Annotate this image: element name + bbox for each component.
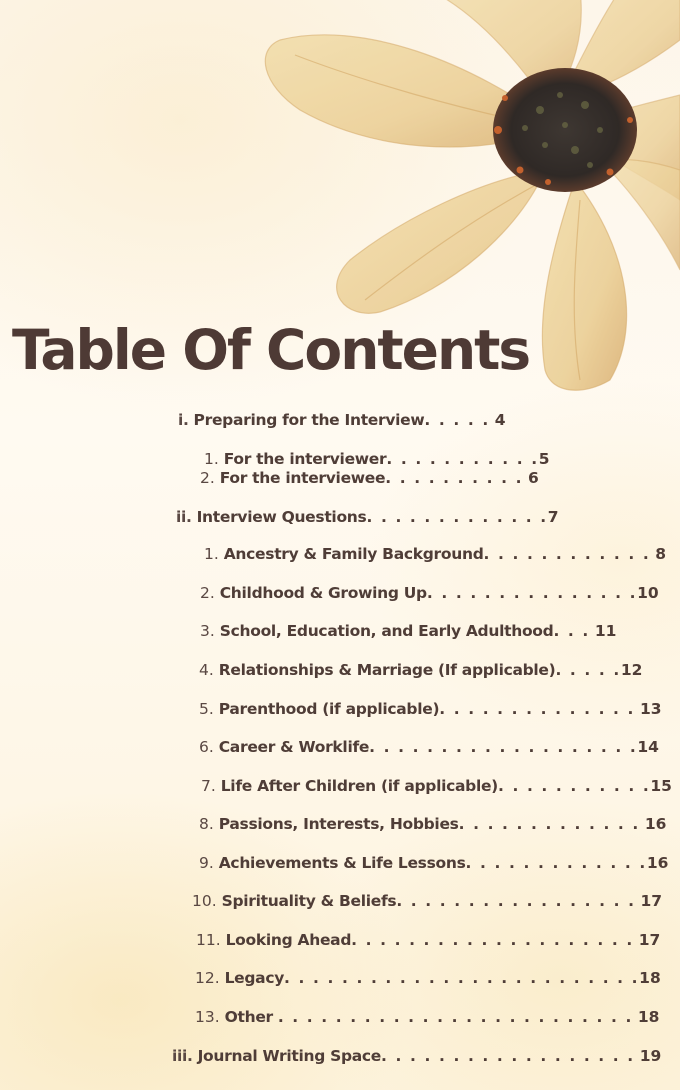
- entry-number: 2.: [200, 469, 215, 487]
- entry-label: Journal Writing Space: [197, 1047, 382, 1065]
- entry-page-number: 16: [646, 854, 669, 872]
- entry-number: iii.: [172, 1047, 193, 1065]
- dot-leader: . . . . . . . . . . . . . . . . . . . . . . . . .: [284, 969, 640, 987]
- entry-label: Ancestry & Family Background: [223, 545, 484, 563]
- toc-entry[interactable]: [199, 660, 642, 680]
- entry-label: Achievements & Life Lessons: [218, 854, 466, 872]
- entry-number: 2.: [200, 584, 215, 602]
- dot-leader: . . . . . . . . . . . . .: [458, 815, 640, 833]
- entry-number: 7.: [201, 777, 216, 795]
- entry-number: 12.: [195, 969, 220, 987]
- entry-label: Spirituality & Beliefs: [221, 892, 397, 910]
- toc-entry[interactable]: [195, 1007, 659, 1027]
- entry-number: 4.: [199, 661, 214, 679]
- dot-leader: . . . . . . . . . . . . . . . . . . .: [369, 738, 638, 756]
- toc-entry[interactable]: [199, 699, 662, 719]
- entry-label: Passions, Interests, Hobbies: [218, 815, 459, 833]
- dot-leader: . . . . .: [424, 411, 490, 429]
- dot-leader: . . . . . . . . . .: [385, 469, 524, 487]
- entry-label: Relationships & Marriage (If applicable): [218, 661, 556, 679]
- entry-label: Preparing for the Interview: [193, 411, 425, 429]
- entry-label: Childhood & Growing Up: [219, 584, 427, 602]
- dot-leader: . . . . . . . . . . . . .: [465, 854, 647, 872]
- entry-number: 1.: [204, 450, 219, 468]
- entry-number: ii.: [176, 508, 192, 526]
- entry-page-number: 8: [655, 545, 667, 563]
- entry-label: For the interviewer: [223, 450, 387, 468]
- entry-number: 8.: [199, 815, 214, 833]
- entry-label: For the interviewee: [219, 469, 386, 487]
- entry-label: Parenthood (if applicable): [218, 700, 440, 718]
- toc-entry[interactable]: [178, 410, 506, 430]
- entry-page-number: 18: [637, 1008, 660, 1026]
- entry-page-number: 7: [547, 508, 559, 526]
- toc-entry[interactable]: [199, 814, 666, 834]
- entry-page-number: 4: [494, 411, 506, 429]
- entry-page-number: 17: [638, 931, 661, 949]
- dot-leader: . . . . . . . . . . .: [497, 777, 651, 795]
- entry-page-number: 5: [538, 450, 550, 468]
- entry-page-number: 17: [640, 892, 663, 910]
- entry-page-number: 11: [594, 622, 617, 640]
- entry-label: Legacy: [224, 969, 285, 987]
- toc-entry[interactable]: [204, 449, 550, 469]
- toc-entry[interactable]: [200, 583, 659, 603]
- toc-entry[interactable]: [200, 621, 616, 641]
- toc-entry[interactable]: [176, 507, 559, 527]
- dot-leader: . . . . . . . . . . . . .: [366, 508, 548, 526]
- dot-leader: . . . . . . . . . . . .: [483, 545, 651, 563]
- dot-leader: . . . . . . . . . . . . . . . . . .: [381, 1047, 635, 1065]
- toc-entry[interactable]: [192, 891, 662, 911]
- entry-label: Life After Children (if applicable): [220, 777, 498, 795]
- toc-entry[interactable]: [195, 968, 661, 988]
- toc-entry[interactable]: [200, 468, 539, 488]
- dot-leader: . . . . .: [555, 661, 621, 679]
- entry-page-number: 10: [637, 584, 659, 602]
- dot-leader: . . . . . . . . . . .: [386, 450, 539, 468]
- entry-page-number: 14: [637, 738, 659, 756]
- entry-number: 6.: [199, 738, 214, 756]
- entry-label: Looking Ahead: [225, 931, 352, 949]
- entry-number: 3.: [200, 622, 215, 640]
- entry-page-number: 12: [620, 661, 643, 679]
- page-title: Table Of Contents: [12, 318, 530, 382]
- entry-label: Other: [224, 1008, 273, 1026]
- entry-page-number: 18: [639, 969, 661, 987]
- dot-leader: . . . . . . . . . . . . . . . . . . . . . . . . .: [277, 1008, 633, 1026]
- entry-page-number: 16: [644, 815, 667, 833]
- dot-leader: . . . . . . . . . . . . . . .: [426, 584, 638, 602]
- entry-number: 13.: [195, 1008, 220, 1026]
- entry-label: Career & Worklife: [218, 738, 370, 756]
- toc-entry[interactable]: [204, 544, 666, 564]
- entry-number: 5.: [199, 700, 214, 718]
- toc-entry[interactable]: [199, 853, 668, 873]
- entry-number: 10.: [192, 892, 217, 910]
- entry-number: i.: [178, 411, 189, 429]
- entry-number: 1.: [204, 545, 219, 563]
- dot-leader: . . . . . . . . . . . . . . . . . . . .: [351, 931, 634, 949]
- toc-entry[interactable]: [201, 776, 672, 796]
- entry-label: Interview Questions: [196, 508, 367, 526]
- entry-page-number: 6: [528, 469, 539, 487]
- entry-number: 9.: [199, 854, 214, 872]
- entry-page-number: 13: [639, 700, 662, 718]
- entry-page-number: 19: [639, 1047, 662, 1065]
- dot-leader: . . .: [553, 622, 590, 640]
- dot-leader: . . . . . . . . . . . . . . . . .: [396, 892, 636, 910]
- entry-label: School, Education, and Early Adulthood: [219, 622, 554, 640]
- toc-entry[interactable]: [196, 930, 660, 950]
- dot-leader: . . . . . . . . . . . . . .: [439, 700, 636, 718]
- entry-page-number: 15: [650, 777, 672, 795]
- entry-number: 11.: [196, 931, 221, 949]
- toc-entry[interactable]: [172, 1046, 661, 1066]
- toc-entry[interactable]: [199, 737, 659, 757]
